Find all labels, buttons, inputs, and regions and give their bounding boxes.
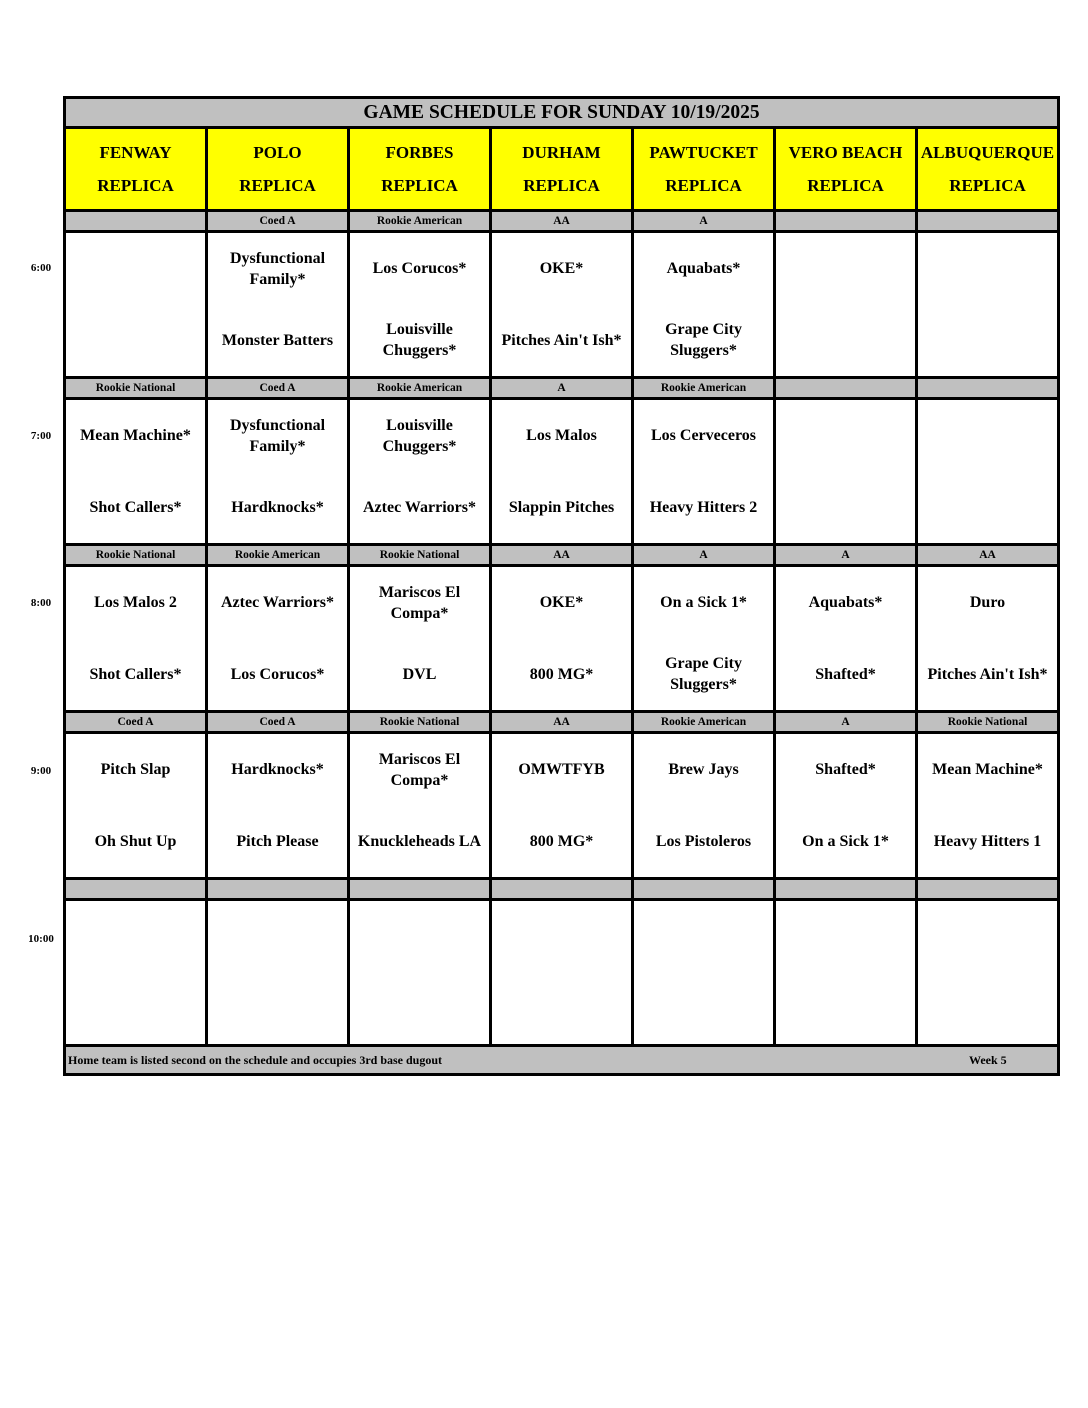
week-label: Week 5 [969,1053,1007,1067]
away-team: Louisville Chuggers* [382,416,457,455]
field-header-fenway [65,128,207,211]
home-team: Pitch Please [236,832,319,850]
division-label: Coed A [207,712,349,733]
game-cell [65,232,207,378]
division-label: Rookie National [349,712,491,733]
home-team: Hardknocks* [231,498,324,516]
game-cell [207,900,349,1046]
game-cell [491,232,633,378]
away-team: Duro [969,594,1006,612]
division-label [633,879,775,900]
field-header-pawtucket [633,128,775,211]
matchup [634,400,773,543]
home-team: Knuckleheads LA [357,832,482,850]
schedule-title: GAME SCHEDULE FOR SUNDAY 10/19/2025 [65,98,1059,128]
home-team [918,472,1057,544]
game-cell [917,232,1059,378]
away-team: Mariscos El Compa* [378,750,461,789]
away-team: Mean Machine* [932,761,1043,779]
matchup [918,233,1057,376]
away-team [492,901,631,973]
game-cell [349,399,491,545]
away-team: Aquabats* [666,260,741,278]
footer-note: Home team is listed second on the schedule and occupies 3rd base dugout [68,1053,443,1067]
game-cell [775,232,917,378]
division-label: Rookie National [917,712,1059,733]
game-row [65,399,1059,545]
game-cell [917,900,1059,1046]
home-team: Aztec Warriors* [363,498,476,516]
away-team: OKE* [539,260,584,278]
game-cell [349,900,491,1046]
field-subtitle: REPLICA [665,176,742,195]
game-cell [775,733,917,879]
matchup [350,901,489,1044]
away-team: Mean Machine* [80,427,191,445]
matchup [634,233,773,376]
game-cell [633,232,775,378]
matchup [634,734,773,877]
game-cell [775,900,917,1046]
home-team: Shot Callers* [89,498,182,516]
home-team: Shafted* [815,665,876,683]
game-cell [775,399,917,545]
game-cell [65,399,207,545]
field-name: PAWTUCKET [649,143,758,162]
game-row [65,900,1059,1046]
division-label [349,879,491,900]
division-label: Coed A [65,712,207,733]
away-team: OKE* [539,594,584,612]
division-label [491,879,633,900]
division-label: Rookie National [65,378,207,399]
field-header-forbes [349,128,491,211]
matchup [208,567,347,710]
home-team: Heavy Hitters 1 [933,832,1042,850]
home-team: Oh Shut Up [94,832,177,850]
away-team: Dysfunctional Family* [229,416,326,455]
field-subtitle: REPLICA [97,176,174,195]
matchup [350,400,489,543]
division-label: A [775,545,917,566]
home-team [918,973,1057,1045]
game-cell [65,900,207,1046]
home-team [66,973,205,1045]
game-cell [207,399,349,545]
away-team: Los Malos [526,427,597,445]
field-name: POLO [253,143,302,162]
matchup [66,233,205,376]
matchup [208,233,347,376]
game-cell [917,399,1059,545]
game-row [65,733,1059,879]
game-cell [491,900,633,1046]
matchup [350,233,489,376]
away-team: Dysfunctional Family* [229,249,326,288]
division-label: Rookie National [65,545,207,566]
matchup [918,734,1057,877]
game-cell [207,566,349,712]
game-cell [349,733,491,879]
division-label: A [775,712,917,733]
division-label: Rookie American [349,378,491,399]
home-team: Slappin Pitches [508,498,615,516]
matchup [776,734,915,877]
division-band-row [65,545,1059,566]
field-name: FORBES [385,143,454,162]
away-team [776,901,915,973]
field-header-albuquerque [917,128,1059,211]
home-team: Pitches Ain't Ish* [927,665,1048,683]
home-team: On a Sick 1* [802,832,889,850]
away-team: On a Sick 1* [660,594,747,612]
field-subtitle: REPLICA [949,176,1026,195]
field-header-polo [207,128,349,211]
division-label: AA [917,545,1059,566]
away-team: Aztec Warriors* [221,594,334,612]
home-team [776,973,915,1045]
division-band-row [65,211,1059,232]
division-label [775,211,917,232]
game-cell [349,232,491,378]
division-label: Rookie American [349,211,491,232]
matchup [208,734,347,877]
away-team [918,901,1057,973]
game-cell [65,566,207,712]
game-cell [633,399,775,545]
away-team: Mariscos El Compa* [378,583,461,622]
matchup [776,233,915,376]
division-label: Rookie American [207,545,349,566]
away-team: Brew Jays [668,761,739,779]
away-team: Los Corucos* [372,260,467,278]
matchup [776,567,915,710]
field-subtitle: REPLICA [381,176,458,195]
home-team: Louisville Chuggers* [382,321,457,360]
schedule-table [63,96,1060,1076]
matchup [350,734,489,877]
game-cell [65,733,207,879]
matchup [918,400,1057,543]
division-label [775,879,917,900]
time-label: 10:00 [28,933,54,945]
division-label: AA [491,545,633,566]
division-band-row [65,879,1059,900]
home-team [350,973,489,1045]
division-label [917,211,1059,232]
division-label: Rookie American [633,378,775,399]
time-label: 7:00 [30,430,52,442]
away-team: Shafted* [815,761,876,779]
away-team [66,233,205,305]
game-cell [633,566,775,712]
footer-cell [65,1046,1059,1075]
time-label: 8:00 [30,597,52,609]
game-cell [917,566,1059,712]
away-team [918,400,1057,472]
matchup [66,734,205,877]
matchup [492,734,631,877]
matchup [776,400,915,543]
matchup [918,901,1057,1044]
away-team [776,400,915,472]
home-team: Grape City Sluggers* [665,655,742,694]
game-cell [491,566,633,712]
field-subtitle: REPLICA [239,176,316,195]
division-band-row [65,378,1059,399]
game-row [65,232,1059,378]
home-team: Shot Callers* [89,665,182,683]
field-name: DURHAM [522,143,601,162]
game-cell [207,232,349,378]
division-label: AA [491,211,633,232]
division-label: A [491,378,633,399]
division-band-row [65,712,1059,733]
division-label: Rookie National [349,545,491,566]
field-subtitle: REPLICA [807,176,884,195]
division-label [65,879,207,900]
home-team [776,305,915,377]
away-team [918,233,1057,305]
away-team: Aquabats* [808,594,883,612]
matchup [634,567,773,710]
matchup [492,567,631,710]
away-team [66,901,205,973]
home-team [634,973,773,1045]
away-team [208,901,347,973]
game-cell [349,566,491,712]
home-team: Heavy Hitters 2 [649,498,758,516]
home-team [66,305,205,377]
home-team: Los Pistoleros [655,832,752,850]
division-label: Rookie American [633,712,775,733]
game-cell [633,733,775,879]
home-team: Los Corucos* [230,665,325,683]
matchup [634,901,773,1044]
matchup [492,400,631,543]
time-label: 6:00 [30,262,52,274]
field-name: FENWAY [99,143,172,162]
home-team: 800 MG* [529,665,594,683]
matchup [492,901,631,1044]
home-team: Pitches Ain't Ish* [501,331,622,349]
matchup [350,567,489,710]
game-cell [633,900,775,1046]
division-label [65,211,207,232]
away-team: Los Cerveceros [651,427,756,445]
game-cell [917,733,1059,879]
matchup [66,901,205,1044]
field-name: ALBUQUERQUE [920,143,1055,162]
away-team [776,233,915,305]
footer-row [65,1046,1059,1075]
division-label [207,879,349,900]
away-team: OMWTFYB [518,761,605,779]
home-team [918,305,1057,377]
matchup [776,901,915,1044]
matchup [492,233,631,376]
time-label: 9:00 [30,765,52,777]
matchup [66,400,205,543]
division-label [917,879,1059,900]
home-team: Monster Batters [221,331,334,349]
away-team: Pitch Slap [100,761,171,779]
game-cell [491,733,633,879]
away-team [634,901,773,973]
field-header-durham [491,128,633,211]
division-label [917,378,1059,399]
away-team: Hardknocks* [231,761,324,779]
division-label: AA [491,712,633,733]
matchup [208,400,347,543]
home-team [776,472,915,544]
home-team [208,973,347,1045]
matchup [918,567,1057,710]
away-team: Los Malos 2 [94,594,177,612]
home-team: DVL [402,665,437,683]
home-team: 800 MG* [529,832,594,850]
matchup [66,567,205,710]
division-label: Coed A [207,211,349,232]
matchup [208,901,347,1044]
division-label: A [633,545,775,566]
away-team [350,901,489,973]
game-row [65,566,1059,712]
field-header-row [65,128,1059,211]
division-label: Coed A [207,378,349,399]
field-subtitle: REPLICA [523,176,600,195]
game-cell [491,399,633,545]
home-team [492,973,631,1045]
division-label: A [633,211,775,232]
game-cell [207,733,349,879]
home-team: Grape City Sluggers* [665,321,742,360]
field-header-vero-beach [775,128,917,211]
division-label [775,378,917,399]
game-cell [775,566,917,712]
field-name: VERO BEACH [788,143,903,162]
